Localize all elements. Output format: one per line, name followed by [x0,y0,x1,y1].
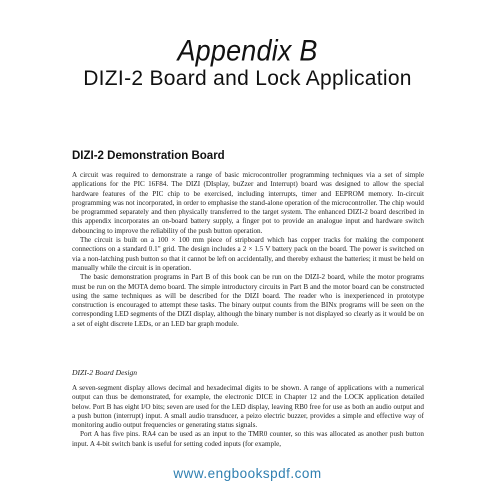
paragraph: The basic demonstration programs in Part B of this book can be run on the DIZI-2 board, while the motor programs must be run on the MOTA demo board. The simple introductory circuits in Part B and the motor board can be constructed using the same techniques as will be described for the DIZI board. The reader who is inexperienced in prototype construction is encouraged to attempt these tasks. The binary output counts from the BINx programs will be seen on the corresponding LED segments of the DIZI display, although the binary number is not displayed so clearly as it would be on a set of eight discrete LEDs, or an LED bar graph module. [72,273,424,328]
paragraph: A circuit was required to demonstrate a range of basic microcontroller programming techniques via a set of simple applications for the PIC 16F84. The DIZI (DIsplay, buZzer and Interrupt) board was designed to allow the special hardware features of the PIC chip to be exercised, including interrupts, timer and EEPROM memory. In-circuit programming was not incorporated, in order to emphasise the stand-alone operation of the microcontroller. The chip would be programmed separately and then physically transferred to the target system. The enhanced DIZI-2 board described in this appendix incorporates an on-board battery supply, a finger pot to provide an analogue input and hardware switch debouncing to improve the reliability of the push button operation. [72,171,424,235]
paragraph: The circuit is built on a 100 × 100 mm piece of stripboard which has copper tracks for making the component connections on a standard 0.1" grid. The design includes a 2 × 1.5 V battery pack on the board. The power is switched on via a non-latching push button so that it cannot be left on accidentally, and thereby exhaust the batteries; it must be held on manually while the circuit is in operation. [72,236,424,272]
section-body [72,171,424,329]
appendix-title: DIZI-2 Board and Lock Application [83,67,412,90]
appendix-label: Appendix B [177,34,318,68]
subsection-heading: DIZI-2 Board Design [72,368,138,377]
section-heading: DIZI-2 Demonstration Board [72,150,225,162]
watermark-link[interactable]: www.engbookspdf.com [173,466,322,481]
paragraph: Port A has five pins. RA4 can be used as an input to the TMR0 counter, so this was allocated as another push button input. A 4-bit switch bank is useful for setting coded inputs (for example, [72,430,424,448]
paragraph: A seven-segment display allows decimal and hexadecimal digits to be shown. A range of applications with a numerical output can thus be demonstrated, for example, the electronic DICE in Chapter 12 and the LOCK application detailed below. Port B has eight I/O bits; seven are used for the LED display, leaving RB0 free for use as both an audio output and a push button (interrupt) input. A small audio transducer, a peizo electric buzzer, provides a simple and effective way of monitoring audio output frequencies or generating status signals. [72,384,424,430]
subsection-body [72,384,424,449]
